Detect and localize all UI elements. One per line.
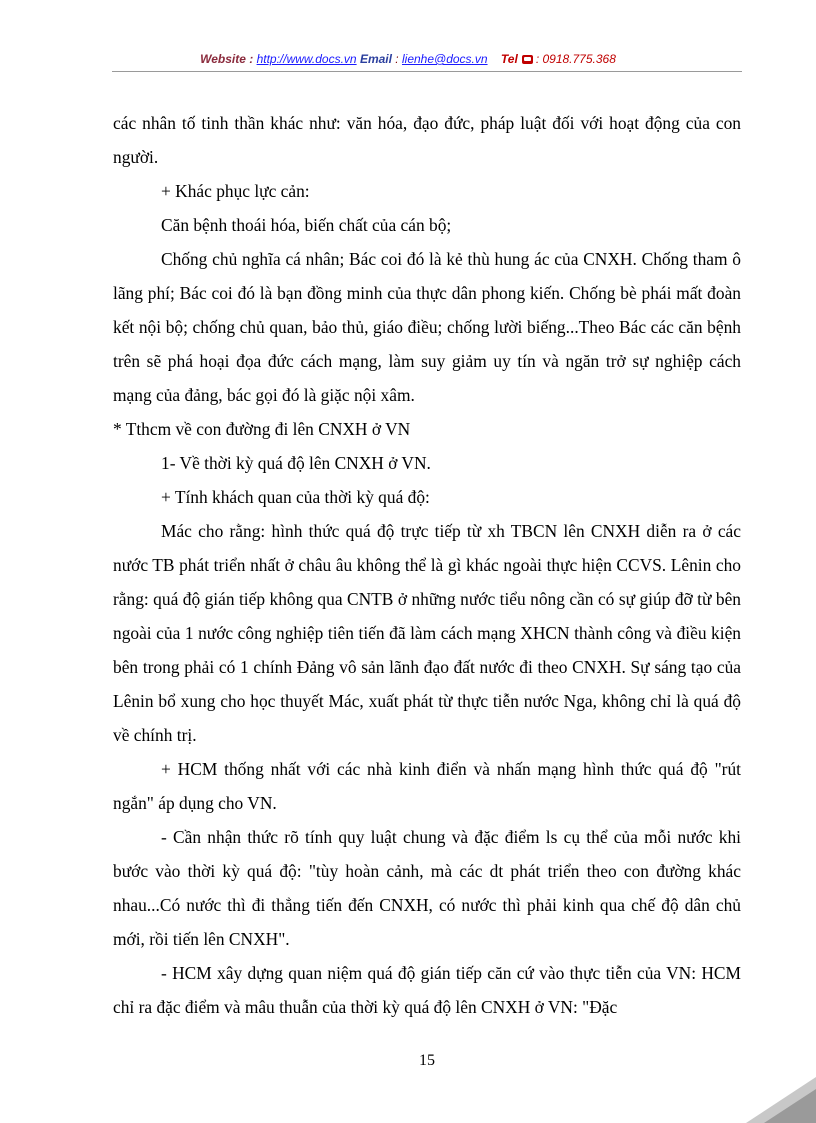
section-heading: * Tthcm về con đường đi lên CNXH ở VN [113, 419, 411, 439]
paragraph: + Khác phục lực cản: [161, 181, 310, 201]
paragraph: Căn bệnh thoái hóa, biến chất của cán bộ; [161, 215, 452, 235]
paragraph: - HCM xây dựng quan niệm quá độ gián tiếp căn cứ vào thực tiễn của VN: HCM chỉ ra đặc điểm và mâu thuẫn của thời kỳ quá độ lên CNXH ở VN: "Đặc [113, 963, 741, 1017]
phone-icon [522, 55, 533, 64]
header-divider [112, 71, 742, 72]
website-link[interactable]: http://www.docs.vn [256, 52, 357, 66]
paragraph: Chống chủ nghĩa cá nhân; Bác coi đó là kẻ thù hung ác của CNXH. Chống tham ô lãng phí; Bác coi đó là bạn đồng minh của thực dân phong kiến. Chống bè phái mất đoàn kết nội bộ; chống chủ quan, bảo thủ, giáo điều; chống lười biếng...Theo Bác các căn bệnh trên sẽ phá hoại đọa đức cách mạng, làm suy giảm uy tín và ngăn trở sự nghiệp cách mạng của đảng, bác gọi đó là giặc nội xâm. [113, 249, 741, 405]
page-number: 15 [419, 1052, 435, 1069]
paragraph: + Tính khách quan của thời kỳ quá độ: [161, 487, 430, 507]
phone-number: : 0918.775.368 [535, 52, 616, 66]
document-body [113, 106, 741, 1024]
email-label: Email [359, 52, 392, 66]
paragraph: + HCM thống nhất với các nhà kinh điển và nhấn mạng hình thức quá độ "rút ngắn" áp dụng cho VN. [113, 759, 741, 813]
email-separator: : [391, 52, 402, 66]
paragraph: 1- Về thời kỳ quá độ lên CNXH ở VN. [161, 453, 431, 473]
page-curl-decoration [746, 1077, 816, 1123]
page-header [0, 52, 816, 66]
email-link[interactable]: lienhe@docs.vn [401, 52, 488, 66]
website-label: Website : [200, 52, 257, 66]
paragraph: Mác cho rằng: hình thức quá độ trực tiếp từ xh TBCN lên CNXH diễn ra ở các nước TB phát triển nhất ở châu âu không thể là gì khác ngoài thực hiện CCVS. Lênin cho rằng: quá độ gián tiếp không qua CNTB ở những nước tiểu nông cần có sự giúp đỡ từ bên ngoài của 1 nước công nghiệp tiên tiến đã làm cách mạng XHCN thành công và điều kiện bên trong phải có 1 chính Đảng vô sản lãnh đạo đất nước đi theo CNXH. Sự sáng tạo của Lênin bổ xung cho học thuyết Mác, xuất phát từ thực tiễn nước Nga, không chỉ là quá độ về chính trị. [113, 521, 741, 745]
tel-label: Tel [500, 52, 518, 66]
paragraph: - Cần nhận thức rõ tính quy luật chung và đặc điểm ls cụ thể của mỗi nước khi bước vào thời kỳ quá độ: "tùy hoàn cảnh, mà các dt phát triển theo con đường khác nhau...Có nước thì đi thẳng tiến đến CNXH, có nước thì phải kinh qua chế độ dân chủ mới, rồi tiến lên CNXH". [113, 827, 741, 949]
paragraph: các nhân tố tinh thần khác như: văn hóa, đạo đức, pháp luật đối với hoạt động của con người. [113, 113, 741, 167]
